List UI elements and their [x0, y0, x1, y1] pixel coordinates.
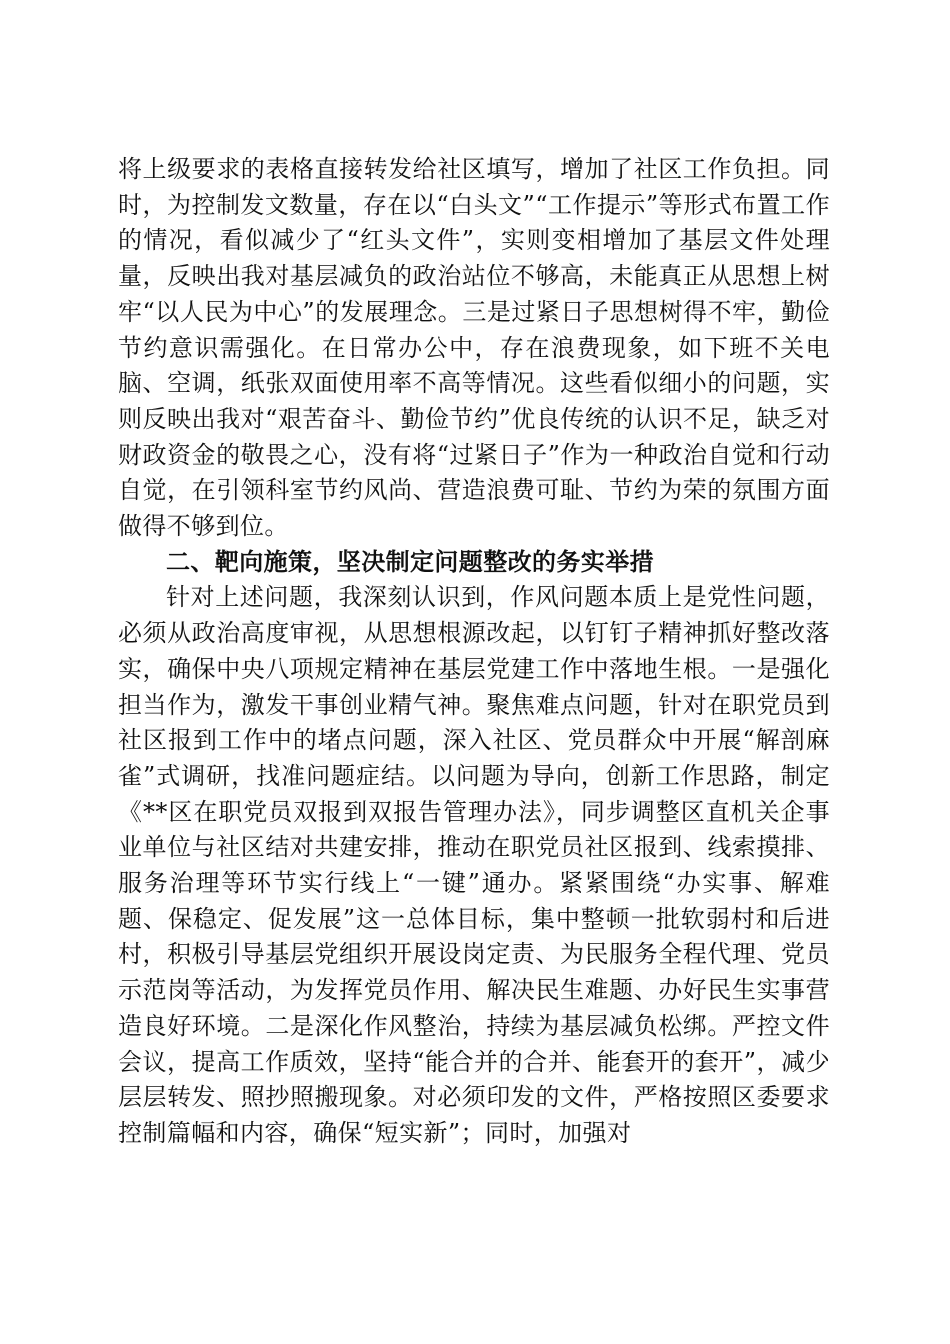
document-body	[118, 152, 830, 1152]
paragraph-continued: 将上级要求的表格直接转发给社区填写，增加了社区工作负担。同时，为控制发文数量，存在以“白头文”“工作提示”等形式布置工作的情况，看似减少了“红头文件”，实则变相增加了基层文件处理量，反映出我对基层减负的政治站位不够高，未能真正从思想上树牢“以人民为中心”的发展理念。三是过紧日子思想树得不牢，勤俭节约意识需强化。在日常办公中，存在浪费现象，如下班不关电脑、空调，纸张双面使用率不高等情况。这些看似细小的问题，实则反映出我对“艰苦奋斗、勤俭节约”优良传统的认识不足，缺乏对财政资金的敬畏之心，没有将“过紧日子”作为一种政治自觉和行动自觉，在引领科室节约风尚、营造浪费可耻、节约为荣的氛围方面做得不够到位。	[118, 155, 830, 541]
section-heading: 二、靶向施策，坚决制定问题整改的务实举措	[166, 547, 654, 576]
paragraph-section-body: 针对上述问题，我深刻认识到，作风问题本质上是党性问题，必须从政治高度审视，从思想根源改起，以钉钉子精神抓好整改落实，确保中央八项规定精神在基层党建工作中落地生根。一是强化担当作为，激发干事创业精气神。聚焦难点问题，针对在职党员到社区报到工作中的堵点问题，深入社区、党员群众中开展“解剖麻雀”式调研，找准问题症结。以问题为导向，创新工作思路，制定《**区在职党员双报到双报告管理办法》，同步调整区直机关企事业单位与社区结对共建安排，推动在职党员社区报到、线索摸排、服务治理等环节实行线上“一键”通办。紧紧围绕“办实事、解难题、保稳定、促发展”这一总体目标，集中整顿一批软弱村和后进村，积极引导基层党组织开展设岗定责、为民服务全程代理、党员示范岗等活动，为发挥党员作用、解决民生难题、办好民生实事营造良好环境。二是深化作风整治，持续为基层减负松绑。严控文件会议，提高工作质效，坚持“能合并的合并、能套开的套开”，减少层层转发、照抄照搬现象。对必须印发的文件，严格按照区委要求控制篇幅和内容，确保“短实新”；同时，加强对	[118, 583, 830, 1147]
